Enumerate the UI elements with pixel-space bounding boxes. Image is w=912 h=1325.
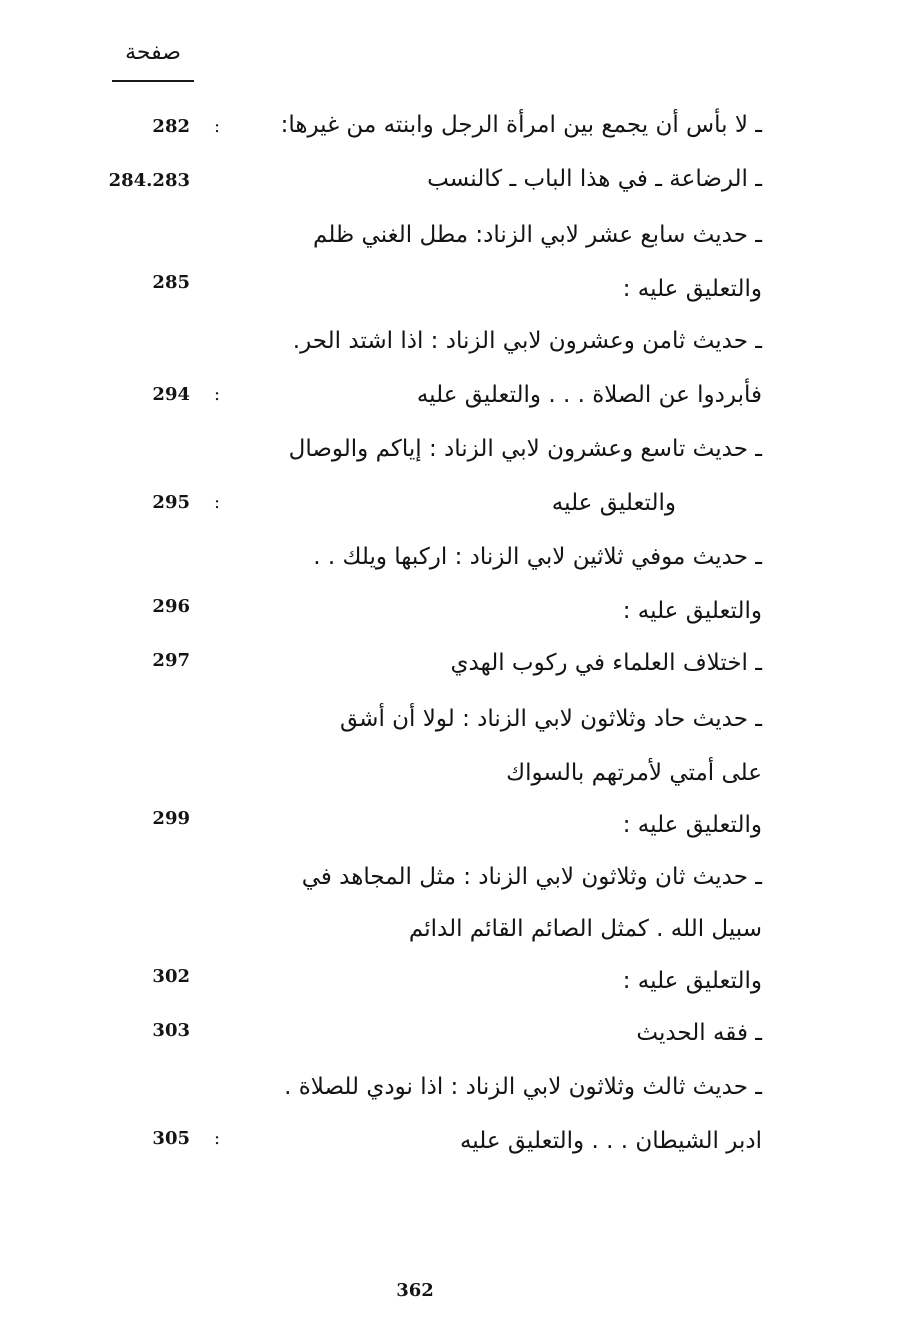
toc-line-2: ـ الرضاعة ـ في هذا الباب ـ كالنسب <box>427 166 762 192</box>
toc-line-5: ـ حديث ثامن وعشرون لابي الزناد : اذا اشتد الحر. <box>292 328 762 354</box>
page-number: 303 <box>152 1020 190 1041</box>
header-underline <box>112 80 194 82</box>
toc-line-12: ـ حديث حاد وثلاثون لابي الزناد : لولا أن أشق <box>340 706 762 732</box>
toc-line-1: ـ لا بأس أن يجمع بين امرأة الرجل وابنته من غيرها: <box>280 112 762 138</box>
page-number: 284.283 <box>108 170 190 191</box>
leader-colon: : <box>214 384 221 405</box>
page-column-header: صفحة <box>125 40 181 65</box>
toc-line-20: ادبر الشيطان . . . والتعليق عليه <box>459 1128 762 1154</box>
toc-line-9: ـ حديث موفي ثلاثين لابي الزناد : اركبها ويلك . . <box>313 544 762 570</box>
page-number: 296 <box>152 596 190 617</box>
toc-line-10: والتعليق عليه : <box>622 598 762 624</box>
toc-line-3: ـ حديث سابع عشر لابي الزناد: مطل الغني ظلم <box>313 222 762 248</box>
toc-line-19: ـ حديث ثالث وثلاثون لابي الزناد : اذا نودي للصلاة . <box>284 1074 762 1100</box>
toc-line-16: سبيل الله . كمثل الصائم القائم الدائم <box>408 916 762 942</box>
page-number: 294 <box>152 384 190 405</box>
leader-colon: : <box>214 1128 221 1149</box>
toc-line-8: والتعليق عليه <box>551 490 676 516</box>
page-number: 305 <box>152 1128 190 1149</box>
page-number: 282 <box>152 116 190 137</box>
leader-colon: : <box>214 492 221 513</box>
page-number: 285 <box>152 272 190 293</box>
toc-line-17: والتعليق عليه : <box>622 968 762 994</box>
toc-line-13: على أمتي لأمرتهم بالسواك <box>506 760 762 786</box>
page-number: 302 <box>152 966 190 987</box>
footer-page-number: 362 <box>396 1280 434 1301</box>
toc-line-4: والتعليق عليه : <box>622 276 762 302</box>
toc-line-11: ـ اختلاف العلماء في ركوب الهدي <box>450 650 762 676</box>
leader-colon: : <box>214 116 221 137</box>
toc-line-15: ـ حديث ثان وثلاثون لابي الزناد : مثل المجاهد في <box>301 864 762 890</box>
page-number: 299 <box>152 808 190 829</box>
toc-line-14: والتعليق عليه : <box>622 812 762 838</box>
toc-line-6: فأبردوا عن الصلاة . . . والتعليق عليه <box>416 382 762 408</box>
page-number: 295 <box>152 492 190 513</box>
page-number: 297 <box>152 650 190 671</box>
toc-line-7: ـ حديث تاسع وعشرون لابي الزناد : إياكم والوصال <box>288 436 762 462</box>
toc-line-18: ـ فقه الحديث <box>636 1020 762 1046</box>
